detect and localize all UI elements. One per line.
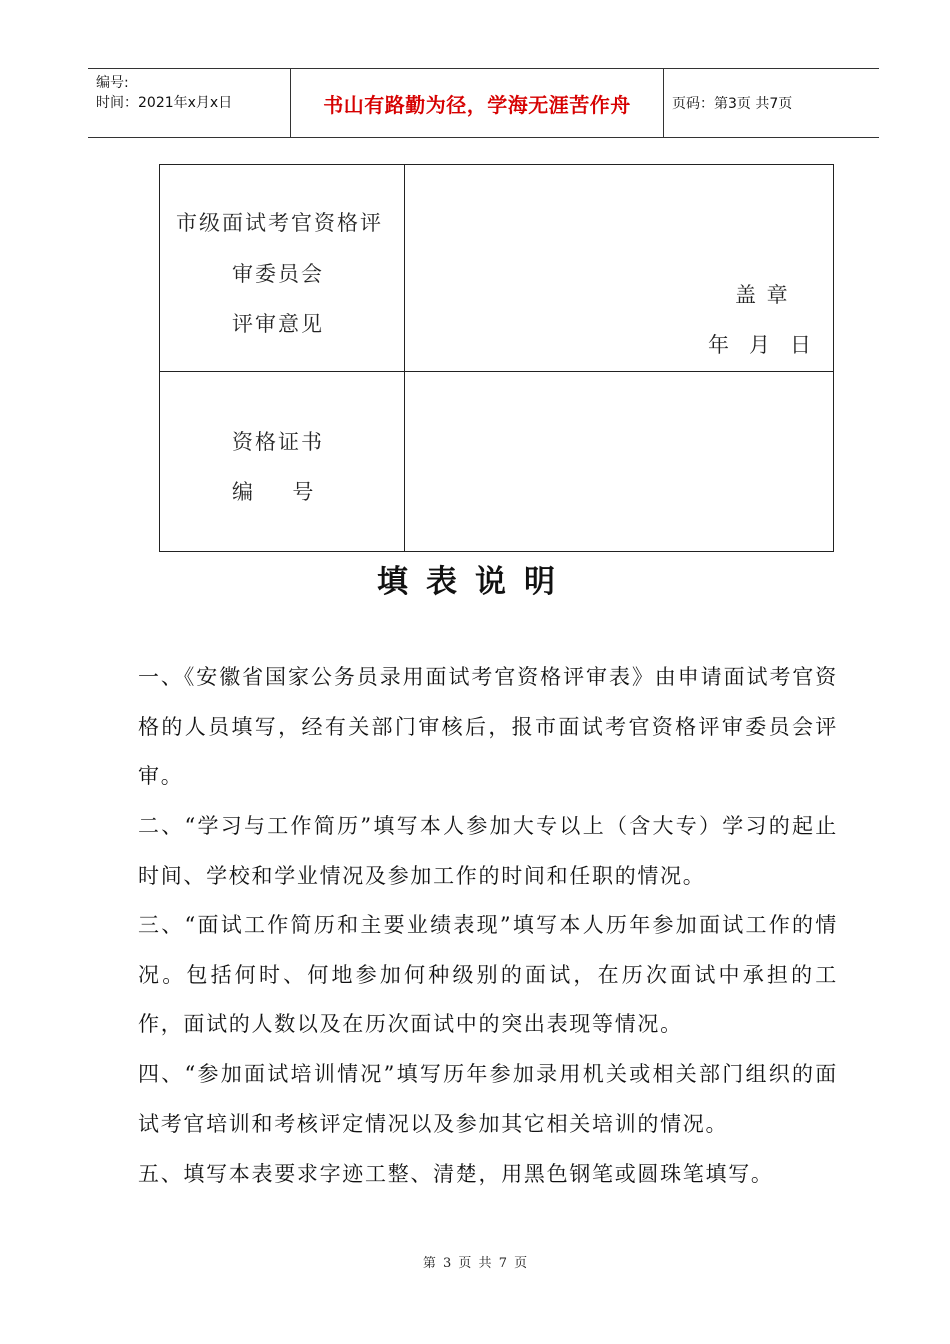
page-indicator: 页码：第3页 共7页 [672, 96, 793, 112]
instructions-title: 填表说明 [377, 564, 573, 600]
review-form-table [159, 164, 834, 552]
row1-label-line2: 审委员会 [232, 262, 324, 286]
instruction-item-4: 四、“参加面试培训情况”填写历年参加录用机关或相关部门组织的面试考官培训和考核评定情况以及参加其它相关培训的情况。 [138, 1062, 838, 1136]
instruction-item-2: 二、“学习与工作简历”填写本人参加大专以上（含大专）学习的起止时间、学校和学业情况及参加工作的时间和任职的情况。 [138, 814, 838, 888]
header-meta [96, 73, 232, 113]
page-footer: 第 3 页 共 7 页 [422, 1256, 528, 1271]
row1-label-line1: 市级面试考官资格评 [176, 211, 383, 235]
header-divider [663, 69, 664, 137]
code-label: 编号: [96, 75, 129, 91]
seal-date: 年 月 日 [708, 333, 812, 357]
date-label: 时间：2021年x月x日 [96, 95, 233, 111]
instruction-item-3: 三、“面试工作简历和主要业绩表现”填写本人历年参加面试工作的情况。包括何时、何地参加何种级别的面试，在历次面试中承担的工作，面试的人数以及在历次面试中的突出表现等情况。 [138, 913, 838, 1036]
row2-label-line1: 资格证书 [232, 430, 324, 454]
row2-label-line2: 编 号 [232, 480, 315, 504]
instruction-item-5: 五、填写本表要求字迹工整、清楚，用黑色钢笔或圆珠笔填写。 [138, 1162, 774, 1186]
motto: 书山有路勤为径，学海无涯苦作舟 [323, 92, 631, 117]
row-divider [160, 371, 833, 372]
column-divider [404, 165, 405, 551]
page-header [88, 68, 879, 138]
instruction-item-1: 一、《安徽省国家公务员录用面试考官资格评审表》由申请面试考官资格的人员填写，经有关部门审核后，报市面试考官资格评审委员会评审。 [138, 665, 838, 788]
seal-text: 盖 章 [735, 283, 790, 307]
row1-label-line3: 评审意见 [232, 312, 324, 336]
